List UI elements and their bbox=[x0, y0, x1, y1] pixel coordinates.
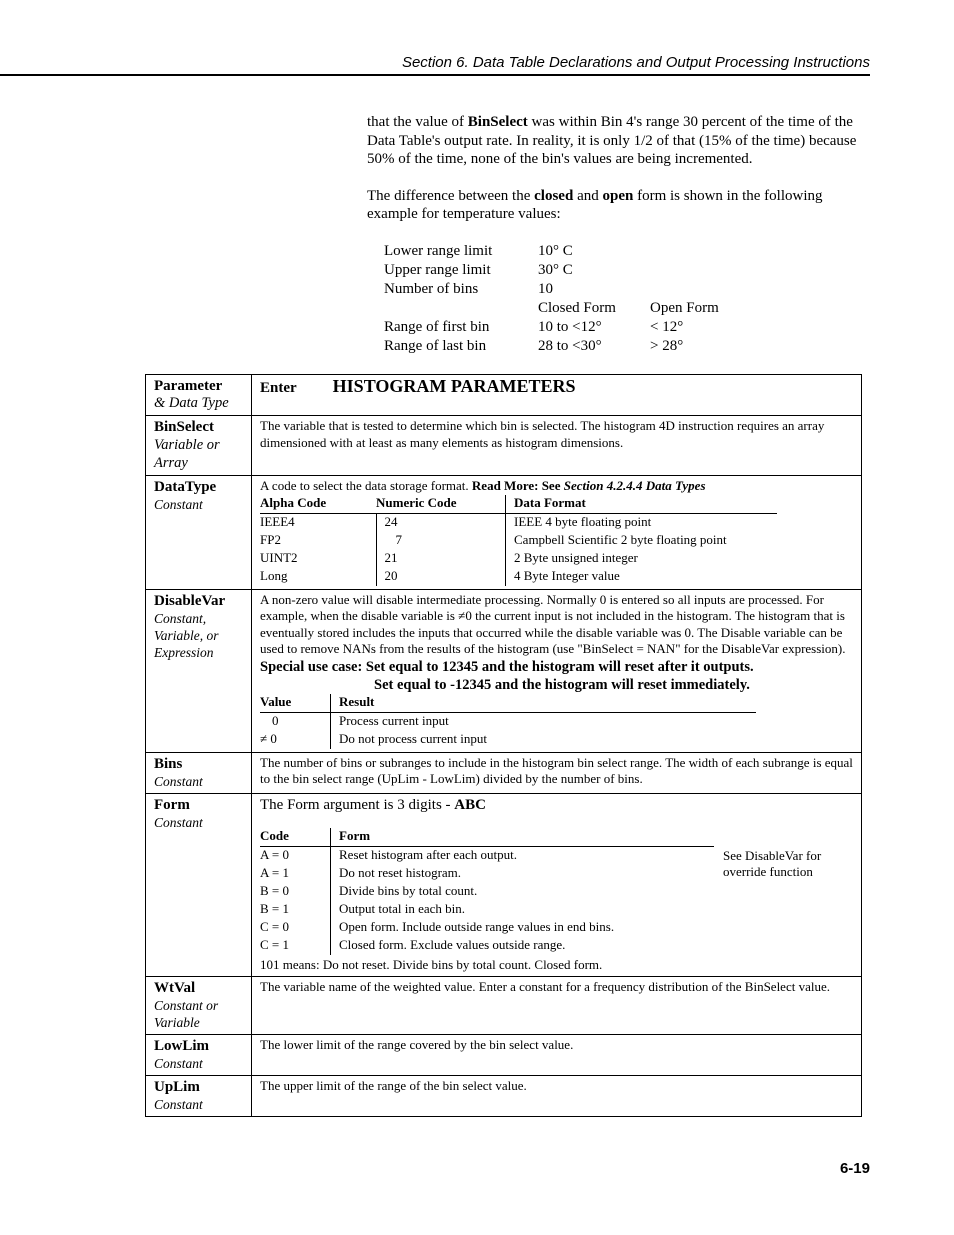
example-cell: Closed Form bbox=[538, 300, 616, 316]
datatype-description bbox=[260, 478, 857, 495]
param-row-disablevar bbox=[146, 589, 862, 752]
datatype-desc-text: A code to select the data storage format. bbox=[260, 478, 472, 493]
param-name: LowLim bbox=[154, 1038, 210, 1054]
override-note: See DisableVar for override function bbox=[723, 847, 822, 879]
param-header-label: Parameter bbox=[154, 378, 223, 394]
intro-text-span: The difference between the bbox=[367, 187, 535, 204]
form-code-row bbox=[260, 846, 714, 865]
datatype-code-row bbox=[260, 532, 777, 550]
alpha-code: IEEE4 bbox=[260, 513, 295, 529]
column-header: Numeric Code bbox=[376, 495, 506, 514]
column-header: Alpha Code bbox=[260, 495, 376, 514]
form-code: B = 1 bbox=[260, 900, 290, 916]
closed-term: closed bbox=[534, 187, 574, 204]
form-meaning: Output total in each bin. bbox=[331, 901, 715, 919]
column-header: Result bbox=[331, 694, 757, 713]
param-type: Constant bbox=[154, 1097, 203, 1112]
form-meaning: Open form. Include outside range values in end bins. bbox=[331, 919, 715, 937]
data-format: 2 Byte unsigned integer bbox=[506, 550, 778, 568]
param-type: Constant, Variable, or Expression bbox=[154, 610, 219, 660]
disablevar-values-table bbox=[260, 694, 756, 749]
example-cell: Upper range limit bbox=[384, 262, 491, 278]
param-name: Form bbox=[154, 796, 190, 813]
binselect-term: BinSelect bbox=[467, 114, 528, 130]
param-description: The upper limit of the range of the bin select value. bbox=[252, 1076, 862, 1117]
type-header-label: & Data Type bbox=[154, 395, 229, 411]
intro-text-span: form is shown in the following example for temperature values: bbox=[367, 187, 823, 222]
data-format: Campbell Scientific 2 byte floating point bbox=[506, 532, 778, 550]
example-cell: > 28° bbox=[650, 338, 684, 354]
example-cell: 10 to <12° bbox=[538, 319, 602, 335]
param-cell bbox=[146, 977, 252, 1035]
param-row-form bbox=[146, 793, 862, 977]
example-row bbox=[384, 243, 719, 262]
example-cell: < 12° bbox=[650, 319, 684, 335]
form-intro bbox=[260, 796, 857, 814]
form-code: A = 0 bbox=[260, 846, 290, 862]
disable-result: Do not process current input bbox=[331, 731, 757, 749]
param-name: DisableVar bbox=[154, 592, 226, 609]
example-row bbox=[384, 338, 719, 357]
form-code: B = 0 bbox=[260, 882, 290, 898]
disablevar-description: A non-zero value will disable intermediate processing. Normally 0 is entered so all inputs are processed. For example, when the disable variable is ≠0 the current input is not included in the histogram. The histogram that is eventually stored includes the inputs that occurred while the disable variable was 0. The Disable variable can be used to remove NANs from the results of the histogram (use "BinSelect = NAN" for the DisableVar expression). bbox=[260, 591, 846, 656]
enter-header-cell bbox=[252, 375, 862, 416]
example-row bbox=[384, 262, 719, 281]
example-cell bbox=[650, 243, 719, 262]
example-cell: 30° C bbox=[538, 262, 573, 278]
form-code: C = 1 bbox=[260, 936, 290, 952]
read-more-reference: Section 4.2.4.4 Data Types bbox=[563, 478, 706, 493]
datatype-code-row bbox=[260, 513, 777, 532]
example-cell bbox=[650, 281, 719, 300]
numeric-code: 21 bbox=[376, 550, 506, 568]
param-description: The number of bins or subranges to include in the histogram bin select range. The width of each subrange is equal to the bin select range (UpLim - LowLim) divided by the number of bins. bbox=[252, 752, 862, 793]
form-codes-header bbox=[260, 828, 714, 847]
form-code-row bbox=[260, 901, 714, 919]
data-format: 4 Byte Integer value bbox=[506, 568, 778, 586]
example-cell bbox=[384, 300, 538, 319]
special-use-case: Special use case: Set equal to 12345 and the histogram will reset after it outputs. bbox=[260, 658, 754, 675]
header-rule bbox=[0, 74, 870, 76]
form-code-row bbox=[260, 919, 714, 937]
datatype-code-row bbox=[260, 568, 777, 586]
example-row bbox=[384, 319, 719, 338]
example-cell: Range of first bin bbox=[384, 319, 490, 335]
column-header: Code bbox=[260, 828, 331, 847]
datatype-code-row bbox=[260, 550, 777, 568]
numeric-code: 20 bbox=[376, 568, 506, 586]
form-codes-table bbox=[260, 828, 714, 955]
intro-paragraph-1 bbox=[367, 113, 862, 169]
param-row-binselect bbox=[146, 416, 862, 476]
form-code: C = 0 bbox=[260, 918, 290, 934]
intro-text-span: was within Bin 4's range 30 percent of the time of the Data Table's output rate. In reality, it is only 1/2 of that (15% of the time) because 50% of the time, none of the bin's values are being incremented. bbox=[367, 114, 857, 167]
alpha-code: UINT2 bbox=[260, 549, 298, 565]
example-cell bbox=[650, 262, 719, 281]
param-row-datatype bbox=[146, 476, 862, 590]
example-cell: 28 to <30° bbox=[538, 338, 602, 354]
param-description: The variable name of the weighted value. Enter a constant for a frequency distribution of the BinSelect value. bbox=[252, 977, 862, 1035]
param-cell bbox=[146, 793, 252, 977]
page-number: 6-19 bbox=[839, 1160, 870, 1177]
column-header: Data Format bbox=[506, 495, 778, 514]
param-description bbox=[252, 476, 862, 590]
example-row bbox=[384, 281, 719, 300]
param-cell bbox=[146, 752, 252, 793]
intro-text-span: and bbox=[573, 187, 603, 204]
param-type: Variable or Array bbox=[154, 437, 220, 471]
intro-paragraph-2 bbox=[367, 187, 862, 224]
param-cell bbox=[146, 416, 252, 476]
temperature-example-table bbox=[384, 243, 719, 357]
param-description bbox=[252, 589, 862, 752]
param-cell bbox=[146, 589, 252, 752]
param-cell bbox=[146, 1076, 252, 1117]
disable-result: Process current input bbox=[331, 712, 757, 731]
datatype-codes-header bbox=[260, 495, 777, 514]
table-title: HISTOGRAM PARAMETERS bbox=[332, 376, 576, 396]
param-row-bins bbox=[146, 752, 862, 793]
form-meaning: Closed form. Exclude values outside range. bbox=[331, 937, 715, 955]
disablevar-value-row bbox=[260, 731, 756, 749]
open-term: open bbox=[602, 187, 634, 204]
section-header: Section 6. Data Table Declarations and Output Processing Instructions bbox=[401, 54, 870, 71]
param-name: WtVal bbox=[154, 980, 196, 996]
form-example: 101 means: Do not reset. Divide bins by total count. Closed form. bbox=[260, 956, 603, 972]
param-type: Constant bbox=[154, 814, 203, 830]
intro-text bbox=[367, 113, 862, 242]
param-type: Constant or Variable bbox=[154, 998, 219, 1030]
data-format: IEEE 4 byte floating point bbox=[506, 513, 778, 532]
example-cell: 10 bbox=[538, 281, 553, 297]
special-use-case-reset: Set equal to -12345 and the histogram will reset immediately. bbox=[374, 676, 750, 693]
numeric-code: 7 bbox=[376, 532, 506, 550]
param-cell bbox=[146, 1035, 252, 1076]
disablevar-values-header bbox=[260, 694, 756, 713]
param-type: Constant bbox=[154, 497, 203, 512]
param-name: BinSelect bbox=[154, 419, 214, 435]
numeric-code: 24 bbox=[376, 513, 506, 532]
disable-value: 0 bbox=[272, 712, 279, 728]
intro-text-span: that the value of bbox=[367, 114, 468, 130]
param-description: The lower limit of the range covered by the bin select value. bbox=[252, 1035, 862, 1076]
param-name: Bins bbox=[154, 755, 183, 772]
example-row bbox=[384, 300, 719, 319]
form-code-row bbox=[260, 865, 714, 883]
param-row-uplim bbox=[146, 1076, 862, 1117]
form-code-row bbox=[260, 937, 714, 955]
form-code: A = 1 bbox=[260, 864, 290, 880]
alpha-code: FP2 bbox=[260, 531, 281, 547]
example-cell: 10° C bbox=[538, 243, 573, 259]
form-meaning: Reset histogram after each output. bbox=[331, 846, 715, 865]
form-code-row bbox=[260, 883, 714, 901]
param-type: Constant bbox=[154, 773, 203, 789]
form-codes-wrapper bbox=[260, 828, 857, 955]
form-meaning: Divide bins by total count. bbox=[331, 883, 715, 901]
form-meaning: Do not reset histogram. bbox=[331, 865, 715, 883]
example-cell: Range of last bin bbox=[384, 338, 487, 354]
param-name: DataType bbox=[154, 479, 217, 495]
param-row-wtval bbox=[146, 977, 862, 1035]
column-header: Value bbox=[260, 694, 331, 713]
param-cell bbox=[146, 476, 252, 590]
datatype-codes-table bbox=[260, 495, 777, 586]
param-name: UpLim bbox=[154, 1079, 200, 1095]
example-cell: Lower range limit bbox=[384, 243, 493, 259]
disablevar-value-row bbox=[260, 712, 756, 731]
form-intro-text: The Form argument is 3 digits - bbox=[260, 796, 455, 813]
disable-value: ≠ 0 bbox=[260, 730, 277, 746]
example-cell: Open Form bbox=[650, 300, 719, 316]
form-digits: ABC bbox=[454, 796, 486, 813]
read-more-label: Read More: See bbox=[471, 478, 564, 493]
alpha-code: Long bbox=[260, 567, 288, 583]
column-header: Form bbox=[331, 828, 715, 847]
param-header-cell bbox=[146, 375, 252, 416]
enter-label: Enter bbox=[260, 380, 297, 396]
histogram-parameters-table bbox=[145, 374, 862, 1117]
param-description: The variable that is tested to determine which bin is selected. The histogram 4D instruction requires an array dimensioned with at least as many elements as histogram dimensions. bbox=[252, 416, 862, 476]
table-header-row bbox=[146, 375, 862, 416]
param-description bbox=[252, 793, 862, 977]
example-cell: Number of bins bbox=[384, 281, 479, 297]
param-row-lowlim bbox=[146, 1035, 862, 1076]
param-type: Constant bbox=[154, 1056, 203, 1071]
